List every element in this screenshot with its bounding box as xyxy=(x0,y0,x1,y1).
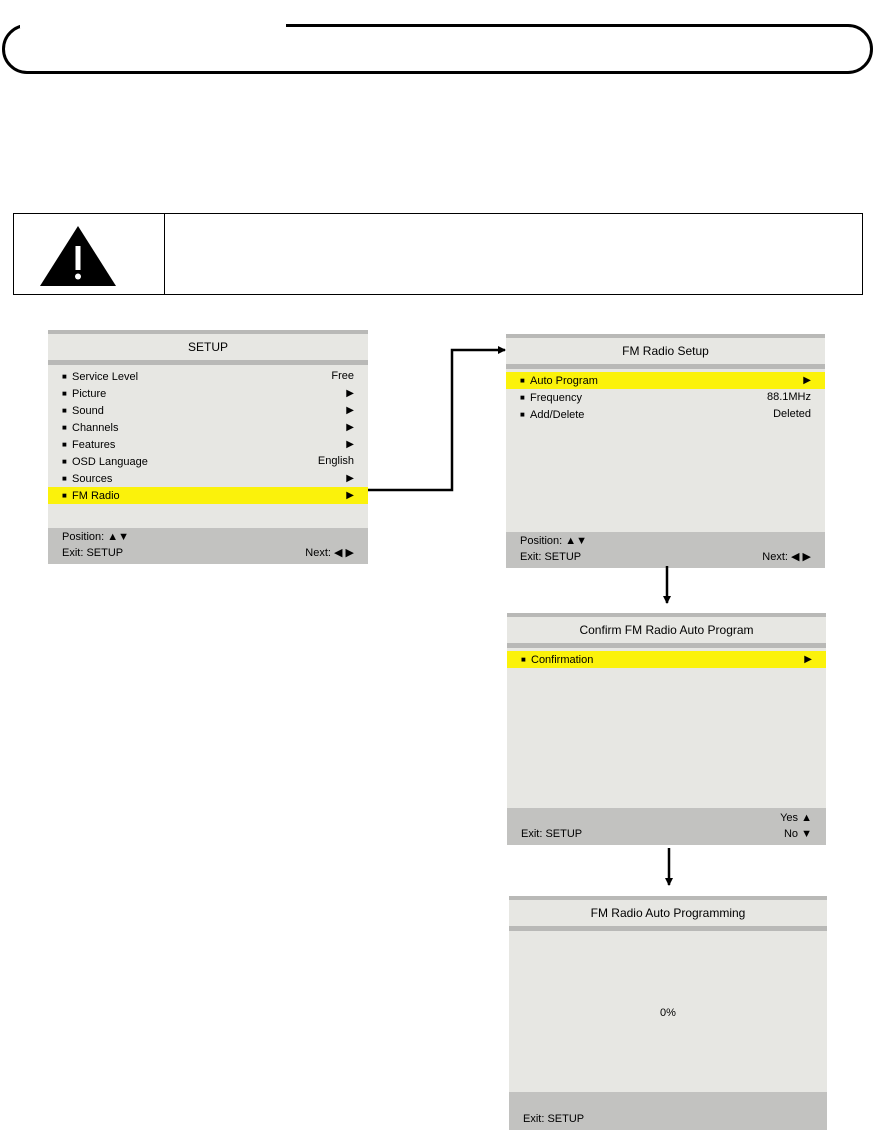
screen-footer xyxy=(507,808,826,845)
arrow-right-icon: ▶ xyxy=(346,490,354,501)
menu-item-value: Deleted xyxy=(773,408,811,420)
exit-hint: Exit: SETUP xyxy=(523,1113,585,1125)
menu-item-confirmation[interactable] xyxy=(507,651,826,668)
menu-item-label: Sources xyxy=(72,473,113,485)
progress-percent: 0% xyxy=(660,1007,676,1019)
menu-item-label: OSD Language xyxy=(72,456,148,468)
arrow-right-icon: ▶ xyxy=(346,422,354,433)
no-hint: No ▼ xyxy=(783,828,812,840)
bullet-icon: ■ xyxy=(520,393,525,402)
arrow-right-icon: ▶ xyxy=(346,473,354,484)
menu-list xyxy=(506,369,825,423)
menu-item-label: Auto Program xyxy=(530,375,598,387)
menu-item-picture[interactable] xyxy=(48,385,368,402)
bullet-icon: ■ xyxy=(62,457,67,466)
arrow-right-icon: ▶ xyxy=(803,375,811,386)
menu-item-value: English xyxy=(317,455,354,467)
menu-item-label: Frequency xyxy=(530,392,582,404)
exit-hint: Exit: SETUP xyxy=(520,551,582,563)
menu-list xyxy=(507,648,826,668)
screen-footer xyxy=(48,528,368,564)
menu-item-service-level[interactable] xyxy=(48,368,368,385)
menu-item-channels[interactable] xyxy=(48,419,368,436)
arrow-right-icon: ▶ xyxy=(346,388,354,399)
bullet-icon: ■ xyxy=(62,389,67,398)
menu-item-label: Picture xyxy=(72,388,107,400)
bullet-icon: ■ xyxy=(62,423,67,432)
next-hint: Next: ◀ ▶ xyxy=(762,551,811,563)
fm-radio-setup-screen xyxy=(506,334,825,568)
caution-box xyxy=(13,213,863,295)
menu-item-value: Free xyxy=(331,370,354,382)
menu-list xyxy=(48,365,368,504)
bullet-icon: ■ xyxy=(62,474,67,483)
bullet-icon: ■ xyxy=(520,410,525,419)
menu-item-sources[interactable] xyxy=(48,470,368,487)
section-header-tab xyxy=(20,22,286,28)
bullet-icon: ■ xyxy=(520,376,525,385)
yes-hint: Yes ▲ xyxy=(780,812,812,824)
menu-item-auto-program[interactable] xyxy=(506,372,825,389)
arrow-setup-to-fm-radio-setup xyxy=(368,350,505,490)
exit-hint: Exit: SETUP xyxy=(521,828,583,840)
menu-item-fm-radio[interactable] xyxy=(48,487,368,504)
caution-divider xyxy=(164,214,165,294)
menu-item-label: Features xyxy=(72,439,116,451)
screen-footer xyxy=(506,532,825,568)
menu-item-label: FM Radio xyxy=(72,490,120,502)
screen-footer xyxy=(509,1092,827,1130)
menu-item-sound[interactable] xyxy=(48,402,368,419)
confirm-auto-program-screen xyxy=(507,613,826,845)
screen-title: FM Radio Setup xyxy=(622,344,709,358)
exit-hint: Exit: SETUP xyxy=(62,547,124,559)
bullet-icon: ■ xyxy=(62,440,67,449)
section-header-bar xyxy=(2,24,873,74)
menu-item-label: Add/Delete xyxy=(530,409,585,421)
menu-item-label: Channels xyxy=(72,422,119,434)
menu-item-label: Confirmation xyxy=(531,654,594,666)
bullet-icon: ■ xyxy=(62,491,67,500)
arrow-right-icon: ▶ xyxy=(346,439,354,450)
bullet-icon: ■ xyxy=(62,372,67,381)
screen-title: FM Radio Auto Programming xyxy=(590,906,746,920)
menu-item-features[interactable] xyxy=(48,436,368,453)
position-hint: Position: ▲▼ xyxy=(62,531,130,543)
screen-title: Confirm FM Radio Auto Program xyxy=(579,623,754,637)
menu-item-osd-language[interactable] xyxy=(48,453,368,470)
arrow-right-icon: ▶ xyxy=(804,654,812,665)
menu-item-label: Sound xyxy=(72,405,104,417)
next-hint: Next: ◀ ▶ xyxy=(305,547,354,559)
warning-icon xyxy=(38,224,118,288)
bullet-icon: ■ xyxy=(521,655,526,664)
auto-programming-screen xyxy=(509,896,827,1130)
menu-item-add-delete[interactable] xyxy=(506,406,825,423)
screen-title: SETUP xyxy=(187,340,228,354)
menu-item-frequency[interactable] xyxy=(506,389,825,406)
bullet-icon: ■ xyxy=(62,406,67,415)
arrow-right-icon: ▶ xyxy=(346,405,354,416)
menu-item-value: 88.1MHz xyxy=(766,391,811,403)
title-separator xyxy=(509,926,827,931)
position-hint: Position: ▲▼ xyxy=(520,535,588,547)
menu-item-label: Service Level xyxy=(72,371,139,383)
setup-screen xyxy=(48,330,368,564)
